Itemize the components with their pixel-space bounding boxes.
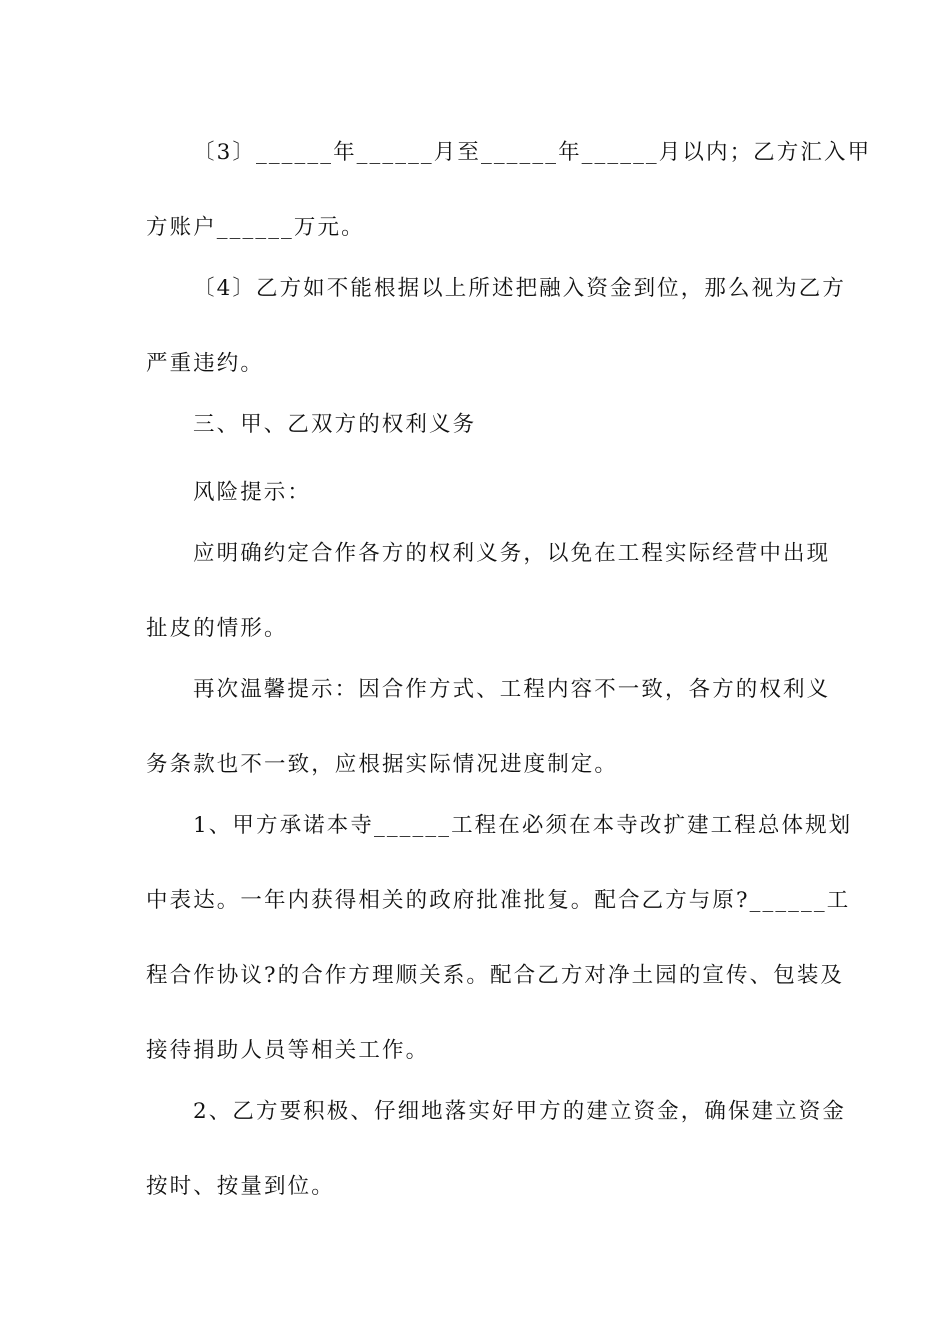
risk-notice-line-2: 扯皮的情形。: [146, 616, 288, 641]
paragraph-3-line-2: 方账户______万元。: [146, 215, 365, 240]
risk-notice-line-1: 应明确约定合作各方的权利义务，以免在工程实际经营中出现: [193, 541, 831, 566]
section-heading: 三、甲、乙双方的权利义务: [193, 412, 477, 437]
clause-1-line-2: 中表达。一年内获得相关的政府批准批复。配合乙方与原?______工: [146, 888, 851, 913]
reminder-line-2: 务条款也不一致，应根据实际情况进度制定。: [146, 752, 619, 777]
clause-1-line-1: 1、甲方承诺本寺______工程在必须在本寺改扩建工程总体规划: [193, 813, 853, 838]
clause-1-line-4: 接待捐助人员等相关工作。: [146, 1038, 430, 1063]
reminder-line-1: 再次温馨提示：因合作方式、工程内容不一致，各方的权利义: [193, 677, 831, 702]
paragraph-4-line-1: 〔4〕乙方如不能根据以上所述把融入资金到位，那么视为乙方: [193, 276, 846, 301]
clause-2-line-1: 2、乙方要积极、仔细地落实好甲方的建立资金，确保建立资金: [193, 1099, 846, 1124]
risk-notice-label: 风险提示：: [193, 480, 312, 505]
paragraph-3-line-1: 〔3〕______年______月至______年______月以内；乙方汇入甲: [193, 140, 872, 165]
paragraph-4-line-2: 严重违约。: [146, 351, 265, 376]
clause-1-line-3: 程合作协议?的合作方理顺关系。配合乙方对净土园的宣传、包装及: [146, 963, 845, 988]
clause-2-line-2: 按时、按量到位。: [146, 1174, 335, 1199]
